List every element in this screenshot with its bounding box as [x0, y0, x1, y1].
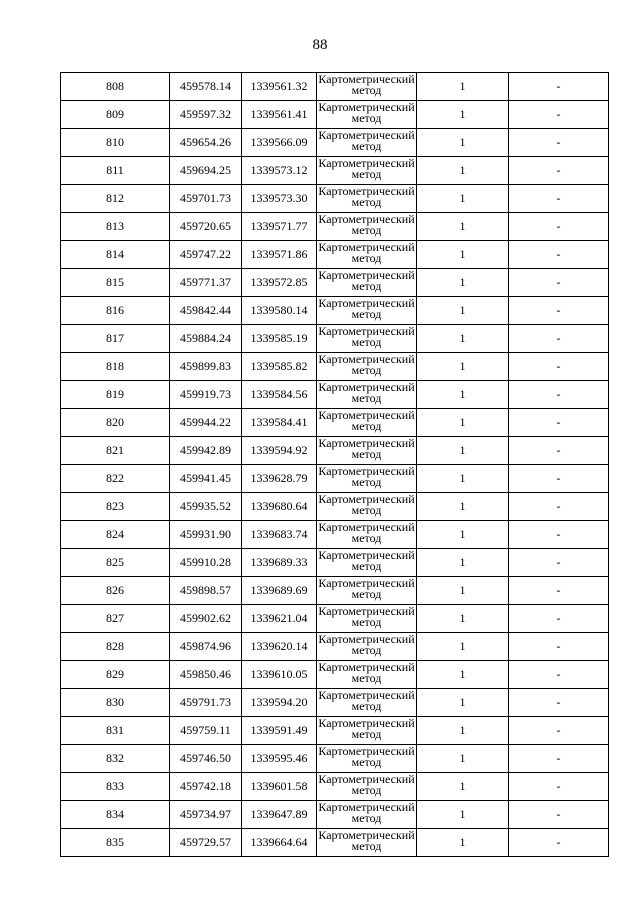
point-number-cell: 810: [61, 129, 170, 157]
precision-cell: 1: [417, 353, 509, 381]
precision-cell: 1: [417, 493, 509, 521]
y-coordinate-cell: 1339683.74: [242, 521, 317, 549]
point-number-cell: 811: [61, 157, 170, 185]
method-cell: Картометрический метод: [317, 73, 417, 101]
point-number-cell: 818: [61, 353, 170, 381]
method-cell: Картометрический метод: [317, 297, 417, 325]
point-number-cell: 823: [61, 493, 170, 521]
note-cell: -: [509, 577, 609, 605]
x-coordinate-cell: 459884.24: [170, 325, 242, 353]
precision-cell: 1: [417, 549, 509, 577]
y-coordinate-cell: 1339571.77: [242, 213, 317, 241]
y-coordinate-cell: 1339680.64: [242, 493, 317, 521]
y-coordinate-cell: 1339594.20: [242, 689, 317, 717]
method-cell: Картометрический метод: [317, 745, 417, 773]
note-cell: -: [509, 717, 609, 745]
point-number-cell: 832: [61, 745, 170, 773]
precision-cell: 1: [417, 521, 509, 549]
y-coordinate-cell: 1339571.86: [242, 241, 317, 269]
table-row: [61, 157, 609, 185]
table-row: [61, 409, 609, 437]
method-cell: Картометрический метод: [317, 129, 417, 157]
method-cell: Картометрический метод: [317, 829, 417, 857]
note-cell: -: [509, 689, 609, 717]
note-cell: -: [509, 465, 609, 493]
precision-cell: 1: [417, 661, 509, 689]
point-number-cell: 830: [61, 689, 170, 717]
precision-cell: 1: [417, 157, 509, 185]
precision-cell: 1: [417, 101, 509, 129]
y-coordinate-cell: 1339664.64: [242, 829, 317, 857]
y-coordinate-cell: 1339572.85: [242, 269, 317, 297]
y-coordinate-cell: 1339628.79: [242, 465, 317, 493]
point-number-cell: 812: [61, 185, 170, 213]
x-coordinate-cell: 459942.89: [170, 437, 242, 465]
y-coordinate-cell: 1339580.14: [242, 297, 317, 325]
x-coordinate-cell: 459910.28: [170, 549, 242, 577]
y-coordinate-cell: 1339585.19: [242, 325, 317, 353]
x-coordinate-cell: 459746.50: [170, 745, 242, 773]
y-coordinate-cell: 1339689.33: [242, 549, 317, 577]
table-row: [61, 717, 609, 745]
note-cell: -: [509, 605, 609, 633]
table-row: [61, 577, 609, 605]
method-cell: Картометрический метод: [317, 521, 417, 549]
precision-cell: 1: [417, 605, 509, 633]
y-coordinate-cell: 1339584.56: [242, 381, 317, 409]
y-coordinate-cell: 1339595.46: [242, 745, 317, 773]
note-cell: -: [509, 353, 609, 381]
point-number-cell: 817: [61, 325, 170, 353]
x-coordinate-cell: 459842.44: [170, 297, 242, 325]
x-coordinate-cell: 459747.22: [170, 241, 242, 269]
x-coordinate-cell: 459899.83: [170, 353, 242, 381]
precision-cell: 1: [417, 241, 509, 269]
point-number-cell: 827: [61, 605, 170, 633]
x-coordinate-cell: 459759.11: [170, 717, 242, 745]
y-coordinate-cell: 1339573.30: [242, 185, 317, 213]
table-row: [61, 745, 609, 773]
method-cell: Картометрический метод: [317, 241, 417, 269]
x-coordinate-cell: 459931.90: [170, 521, 242, 549]
table-row: [61, 185, 609, 213]
point-number-cell: 808: [61, 73, 170, 101]
note-cell: -: [509, 157, 609, 185]
method-cell: Картометрический метод: [317, 353, 417, 381]
method-cell: Картометрический метод: [317, 409, 417, 437]
table-row: [61, 325, 609, 353]
point-number-cell: 831: [61, 717, 170, 745]
x-coordinate-cell: 459935.52: [170, 493, 242, 521]
method-cell: Картометрический метод: [317, 549, 417, 577]
table-row: [61, 101, 609, 129]
note-cell: -: [509, 73, 609, 101]
method-cell: Картометрический метод: [317, 381, 417, 409]
y-coordinate-cell: 1339610.05: [242, 661, 317, 689]
precision-cell: 1: [417, 73, 509, 101]
point-number-cell: 833: [61, 773, 170, 801]
x-coordinate-cell: 459720.65: [170, 213, 242, 241]
x-coordinate-cell: 459941.45: [170, 465, 242, 493]
x-coordinate-cell: 459791.73: [170, 689, 242, 717]
x-coordinate-cell: 459734.97: [170, 801, 242, 829]
note-cell: -: [509, 549, 609, 577]
x-coordinate-cell: 459771.37: [170, 269, 242, 297]
method-cell: Картометрический метод: [317, 185, 417, 213]
precision-cell: 1: [417, 409, 509, 437]
note-cell: -: [509, 129, 609, 157]
method-cell: Картометрический метод: [317, 493, 417, 521]
precision-cell: 1: [417, 745, 509, 773]
precision-cell: 1: [417, 633, 509, 661]
table-row: [61, 605, 609, 633]
precision-cell: 1: [417, 437, 509, 465]
coordinates-table: [60, 72, 609, 857]
method-cell: Картометрический метод: [317, 465, 417, 493]
method-cell: Картометрический метод: [317, 633, 417, 661]
note-cell: -: [509, 493, 609, 521]
precision-cell: 1: [417, 773, 509, 801]
y-coordinate-cell: 1339591.49: [242, 717, 317, 745]
precision-cell: 1: [417, 465, 509, 493]
table-row: [61, 73, 609, 101]
point-number-cell: 828: [61, 633, 170, 661]
table-row: [61, 633, 609, 661]
method-cell: Картометрический метод: [317, 269, 417, 297]
table-row: [61, 549, 609, 577]
y-coordinate-cell: 1339620.14: [242, 633, 317, 661]
table-row: [61, 213, 609, 241]
point-number-cell: 829: [61, 661, 170, 689]
page-number: 88: [312, 37, 328, 53]
method-cell: Картометрический метод: [317, 213, 417, 241]
note-cell: -: [509, 325, 609, 353]
point-number-cell: 815: [61, 269, 170, 297]
precision-cell: 1: [417, 801, 509, 829]
y-coordinate-cell: 1339689.69: [242, 577, 317, 605]
note-cell: -: [509, 521, 609, 549]
point-number-cell: 813: [61, 213, 170, 241]
method-cell: Картометрический метод: [317, 689, 417, 717]
table-row: [61, 689, 609, 717]
table-row: [61, 521, 609, 549]
precision-cell: 1: [417, 269, 509, 297]
x-coordinate-cell: 459654.26: [170, 129, 242, 157]
method-cell: Картометрический метод: [317, 437, 417, 465]
x-coordinate-cell: 459898.57: [170, 577, 242, 605]
note-cell: -: [509, 829, 609, 857]
table-row: [61, 129, 609, 157]
table-row: [61, 773, 609, 801]
point-number-cell: 816: [61, 297, 170, 325]
note-cell: -: [509, 213, 609, 241]
y-coordinate-cell: 1339561.32: [242, 73, 317, 101]
y-coordinate-cell: 1339647.89: [242, 801, 317, 829]
y-coordinate-cell: 1339573.12: [242, 157, 317, 185]
note-cell: -: [509, 437, 609, 465]
precision-cell: 1: [417, 325, 509, 353]
method-cell: Картометрический метод: [317, 717, 417, 745]
point-number-cell: 825: [61, 549, 170, 577]
precision-cell: 1: [417, 829, 509, 857]
table-row: [61, 493, 609, 521]
method-cell: Картометрический метод: [317, 101, 417, 129]
x-coordinate-cell: 459944.22: [170, 409, 242, 437]
method-cell: Картометрический метод: [317, 605, 417, 633]
note-cell: -: [509, 745, 609, 773]
table-row: [61, 353, 609, 381]
note-cell: -: [509, 381, 609, 409]
precision-cell: 1: [417, 297, 509, 325]
note-cell: -: [509, 185, 609, 213]
method-cell: Картометрический метод: [317, 325, 417, 353]
table-row: [61, 801, 609, 829]
note-cell: -: [509, 801, 609, 829]
note-cell: -: [509, 773, 609, 801]
method-cell: Картометрический метод: [317, 661, 417, 689]
point-number-cell: 819: [61, 381, 170, 409]
precision-cell: 1: [417, 213, 509, 241]
table-row: [61, 661, 609, 689]
y-coordinate-cell: 1339561.41: [242, 101, 317, 129]
note-cell: -: [509, 269, 609, 297]
x-coordinate-cell: 459902.62: [170, 605, 242, 633]
point-number-cell: 826: [61, 577, 170, 605]
y-coordinate-cell: 1339621.04: [242, 605, 317, 633]
point-number-cell: 824: [61, 521, 170, 549]
point-number-cell: 834: [61, 801, 170, 829]
method-cell: Картометрический метод: [317, 577, 417, 605]
x-coordinate-cell: 459578.14: [170, 73, 242, 101]
x-coordinate-cell: 459694.25: [170, 157, 242, 185]
point-number-cell: 821: [61, 437, 170, 465]
x-coordinate-cell: 459850.46: [170, 661, 242, 689]
table-row: [61, 297, 609, 325]
table-row: [61, 241, 609, 269]
point-number-cell: 835: [61, 829, 170, 857]
x-coordinate-cell: 459874.96: [170, 633, 242, 661]
x-coordinate-cell: 459919.73: [170, 381, 242, 409]
y-coordinate-cell: 1339584.41: [242, 409, 317, 437]
table-row: [61, 829, 609, 857]
precision-cell: 1: [417, 381, 509, 409]
x-coordinate-cell: 459701.73: [170, 185, 242, 213]
y-coordinate-cell: 1339601.58: [242, 773, 317, 801]
method-cell: Картометрический метод: [317, 801, 417, 829]
precision-cell: 1: [417, 129, 509, 157]
method-cell: Картометрический метод: [317, 773, 417, 801]
point-number-cell: 820: [61, 409, 170, 437]
precision-cell: 1: [417, 577, 509, 605]
table-row: [61, 437, 609, 465]
table-row: [61, 465, 609, 493]
coordinates-table-body: [61, 73, 609, 857]
y-coordinate-cell: 1339585.82: [242, 353, 317, 381]
x-coordinate-cell: 459729.57: [170, 829, 242, 857]
note-cell: -: [509, 241, 609, 269]
point-number-cell: 814: [61, 241, 170, 269]
table-row: [61, 269, 609, 297]
table-row: [61, 381, 609, 409]
method-cell: Картометрический метод: [317, 157, 417, 185]
precision-cell: 1: [417, 689, 509, 717]
point-number-cell: 809: [61, 101, 170, 129]
point-number-cell: 822: [61, 465, 170, 493]
note-cell: -: [509, 633, 609, 661]
note-cell: -: [509, 661, 609, 689]
x-coordinate-cell: 459597.32: [170, 101, 242, 129]
y-coordinate-cell: 1339566.09: [242, 129, 317, 157]
x-coordinate-cell: 459742.18: [170, 773, 242, 801]
y-coordinate-cell: 1339594.92: [242, 437, 317, 465]
note-cell: -: [509, 409, 609, 437]
note-cell: -: [509, 101, 609, 129]
precision-cell: 1: [417, 185, 509, 213]
note-cell: -: [509, 297, 609, 325]
precision-cell: 1: [417, 717, 509, 745]
